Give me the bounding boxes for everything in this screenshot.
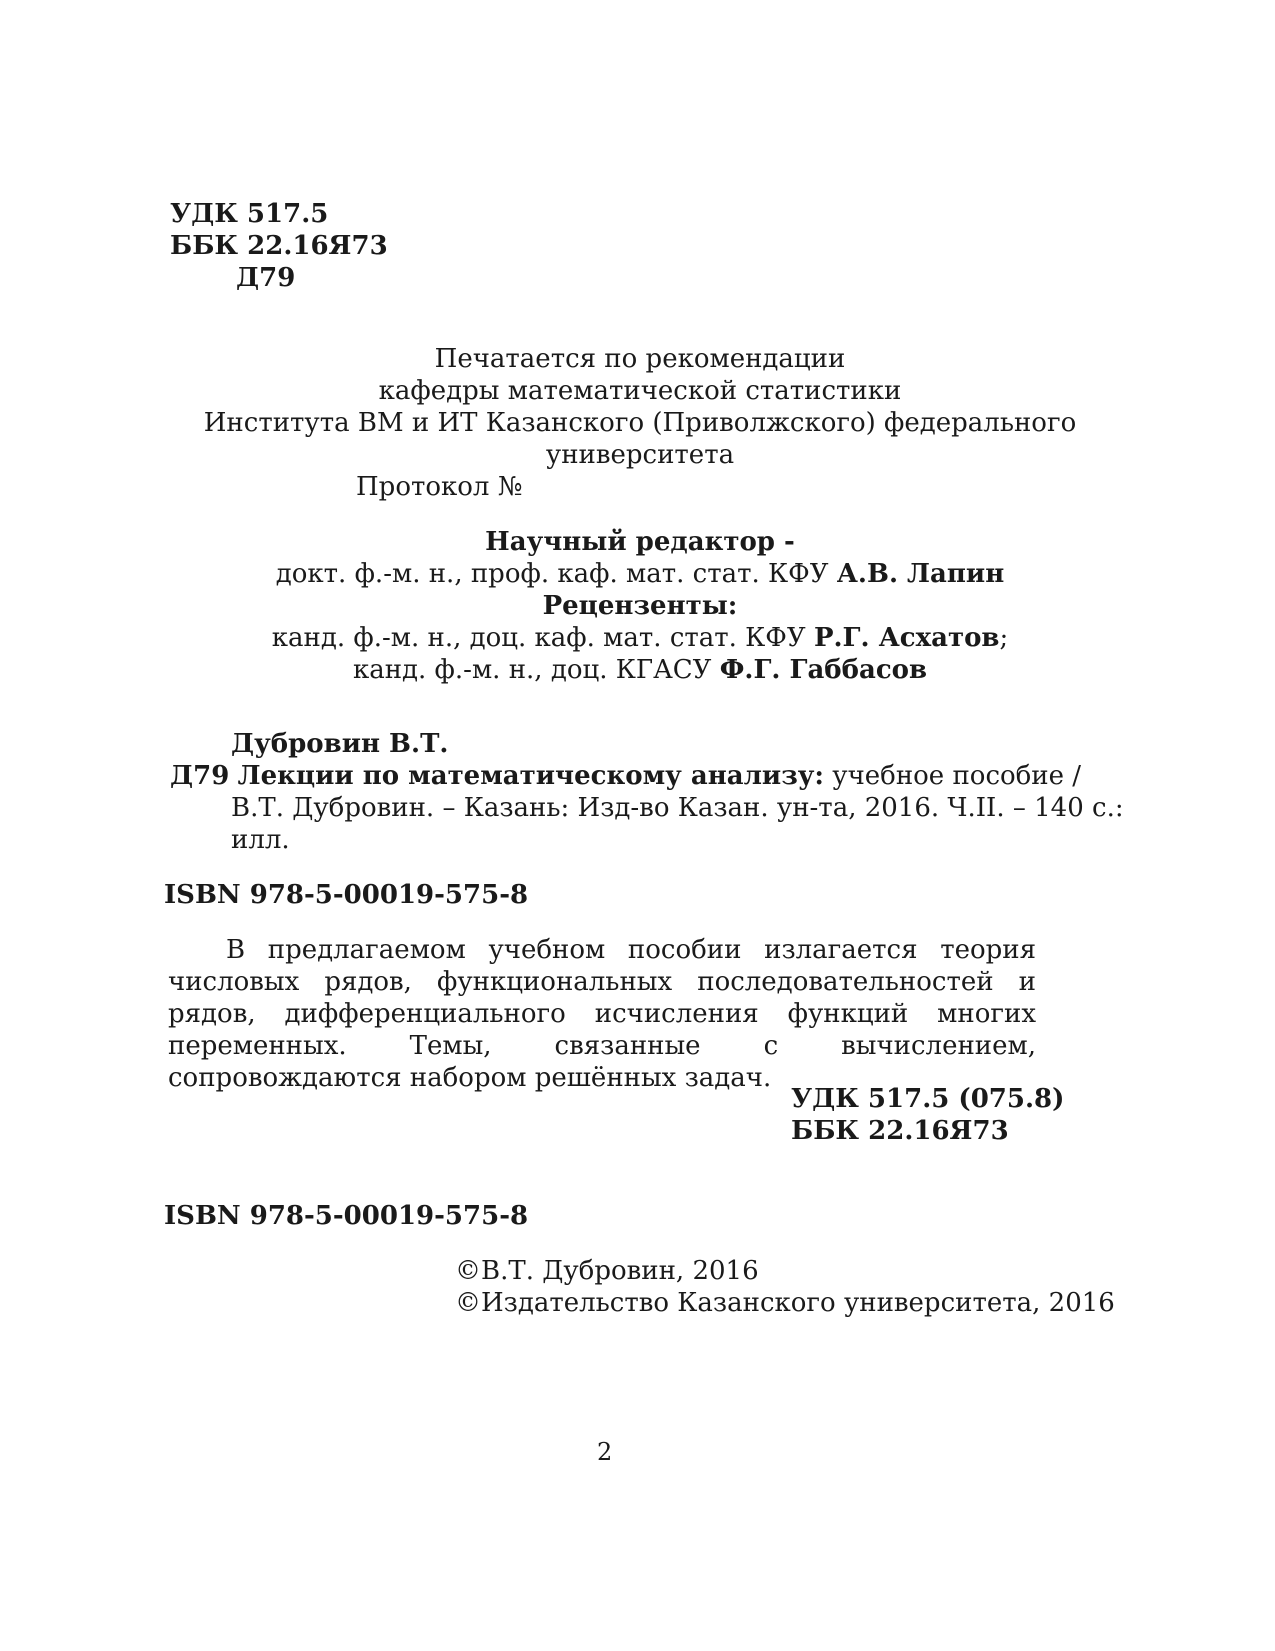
- bib-title-line: [170, 760, 1081, 792]
- editor-line: [160, 558, 1120, 590]
- copyright-author: [455, 1255, 759, 1287]
- reviewer-line-1: [160, 622, 1120, 654]
- recommendation-line-1: Печатается по рекомендации: [434, 344, 846, 374]
- recommendation-line-4: университета: [545, 440, 735, 470]
- reviewer-1-suffix: ;: [999, 623, 1009, 653]
- bib-line-3: илл.: [231, 825, 290, 855]
- reviewer-2-name: Ф.Г. Габбасов: [719, 655, 928, 685]
- page-number: 2: [597, 1438, 613, 1466]
- bbk-full: ББК 22.16Я73: [791, 1116, 1009, 1146]
- copyright-symbol: ©: [455, 1256, 481, 1286]
- editor-heading: Научный редактор -: [485, 527, 795, 557]
- protocol-number: Протокол №: [356, 472, 523, 502]
- bib-title: Лекции по математическому анализу:: [237, 761, 825, 791]
- editor-credentials: докт. ф.-м. н., проф. каф. мат. стат. КФУ: [275, 559, 829, 589]
- bib-sign: Д79: [170, 761, 230, 791]
- reviewer-1-credentials: канд. ф.-м. н., доц. каф. мат. стат. КФУ: [271, 623, 806, 653]
- reviewer-2-credentials: канд. ф.-м. н., доц. КГАСУ: [352, 655, 712, 685]
- isbn-bottom: ISBN 978-5-00019-575-8: [164, 1201, 529, 1231]
- editor-name: А.В. Лапин: [836, 559, 1005, 589]
- udk-code: УДК 517.5: [170, 199, 329, 229]
- copyright-author-text: В.Т. Дубровин, 2016: [481, 1256, 759, 1286]
- copyright-publisher: [455, 1287, 1115, 1319]
- reviewer-1-name: Р.Г. Асхатов: [813, 623, 1000, 653]
- isbn: ISBN 978-5-00019-575-8: [164, 880, 529, 910]
- reviewer-line-2: [160, 654, 1120, 686]
- bib-author: Дубровин В.Т.: [231, 729, 449, 759]
- copyright-symbol: ©: [455, 1288, 481, 1318]
- bib-type: учебное пособие /: [832, 761, 1082, 791]
- abstract: В предлагаемом учебном пособии излагается теория числовых рядов, функциональных последовательностей и рядов, дифференциального исчисления функций многих переменных. Темы, связанные с вычислением, сопровождаются набором решённых задач.: [168, 935, 1036, 1093]
- recommendation-line-2: кафедры математической статистики: [378, 376, 902, 406]
- udk-full: УДК 517.5 (075.8): [791, 1084, 1065, 1114]
- bbk-code: ББК 22.16Я73: [170, 231, 388, 261]
- bib-line-2: В.Т. Дубровин. – Казань: Изд-во Казан. ун-та, 2016. Ч.II. – 140 с.:: [231, 793, 1124, 823]
- recommendation-line-3: Института ВМ и ИТ Казанского (Приволжского) федерального: [203, 408, 1077, 438]
- reviewers-heading: Рецензенты:: [542, 591, 738, 621]
- copyright-publisher-text: Издательство Казанского университета, 2016: [481, 1288, 1115, 1318]
- author-sign: Д79: [236, 263, 296, 293]
